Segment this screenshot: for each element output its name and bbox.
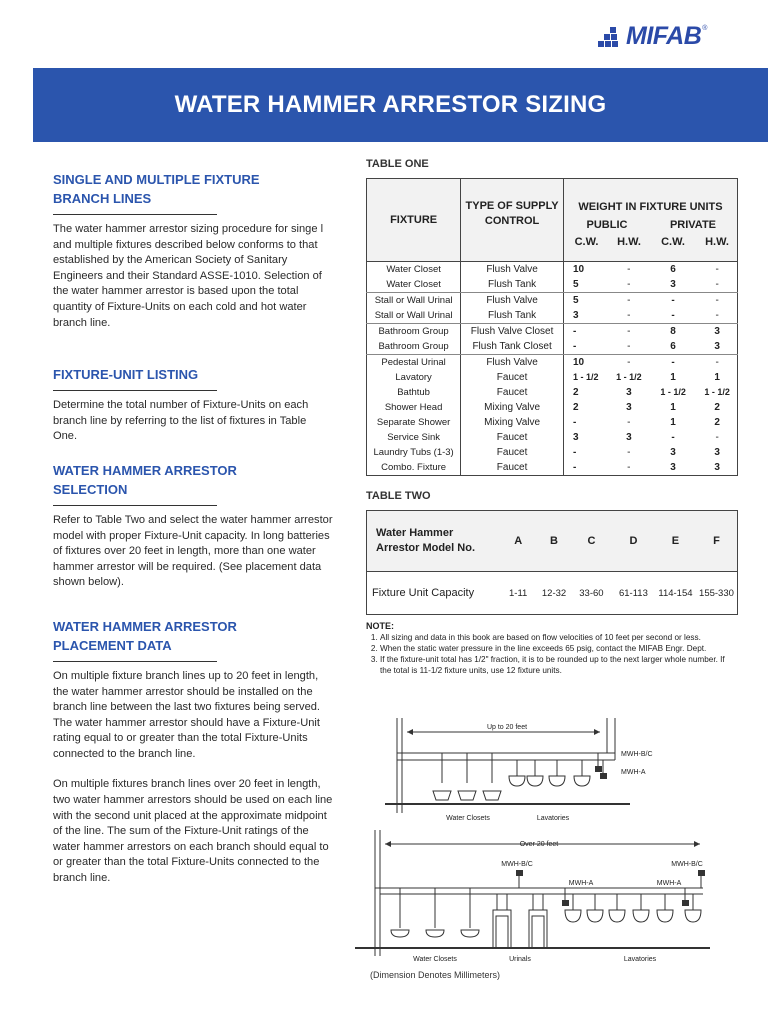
capacity-row-label: Fixture Unit Capacity — [372, 587, 475, 599]
fixture-group — [367, 324, 738, 355]
section-divider — [53, 214, 217, 215]
diagram1-span-label: Up to 20 feet — [486, 724, 528, 731]
model-cell: B — [537, 511, 571, 572]
table-two-model-row — [367, 511, 738, 572]
table-cell-text: Flush Tank Closet — [472, 341, 552, 352]
table-two — [366, 510, 738, 615]
table-cell-text: 3 — [572, 310, 579, 321]
table-cell-text: 5 — [572, 279, 579, 290]
header-public: PUBLIC — [586, 219, 628, 231]
fixture-cell — [367, 355, 461, 476]
table-cell-text: - — [715, 295, 719, 306]
table-cell-text: - — [671, 310, 675, 321]
diagram2-mwhbc-label-2: MWH-B/C — [671, 861, 703, 868]
supply-cell — [461, 324, 564, 355]
table-cell-text: - — [671, 357, 675, 368]
table-cell-text: 3 — [670, 462, 676, 473]
table-cell-text: Bathtub — [397, 387, 430, 398]
title-banner — [33, 68, 768, 142]
header-cw: C.W. — [574, 236, 599, 248]
section-divider — [53, 505, 217, 506]
table-cell-text: - — [671, 295, 675, 306]
model-cell: F — [696, 511, 738, 572]
placement-diagram-long — [355, 830, 715, 965]
table-cell-text: Stall or Wall Urinal — [374, 310, 453, 321]
section-body-2: On multiple fixtures branch lines over 20 feet in length, two water hammer arrestors should be used on each line with the second unit placed at the approximate midpoint of the line. The sum of the Fixture-Unit ratings of the water hammer arrestors on each branch should equal to or greater than the total Fixture-Units connected to the branch line. — [53, 778, 333, 885]
table-cell-text: Pedestal Urinal — [381, 357, 446, 368]
section-body: Refer to Table Two and select the water hammer arrestor model with proper Fixture-Unit capacity. In long batteries of fixtures over 20 feet in length, more than one water hammer arrestor will be required. (See placement data shown below). — [53, 513, 333, 589]
table-cell-text: 3 — [714, 326, 720, 337]
table-cell-text: - — [572, 326, 577, 337]
header-cw: C.W. — [661, 236, 685, 248]
table-cell-text: 3 — [714, 341, 720, 352]
table-cell-text: 2 — [572, 387, 579, 398]
table-cell-text: 2 — [714, 402, 720, 413]
header-weight-label: WEIGHT IN FIXTURE UNITS — [578, 201, 723, 213]
header-hw: H.W. — [705, 236, 729, 248]
fixture-group — [367, 262, 738, 293]
model-cell: C — [571, 511, 612, 572]
section-placement — [53, 617, 333, 887]
logo-text: MIFAB — [626, 22, 702, 50]
table-cell-text: Flush Valve — [486, 357, 538, 368]
diagram2-span-label: Over 20 feet — [519, 841, 559, 848]
capacity-cell: 155-330 — [699, 587, 734, 599]
table-cell-text: - — [572, 417, 577, 428]
table-cell-text: 1 — [670, 402, 676, 413]
capacity-cell: 114-154 — [658, 587, 693, 599]
private-cw-cell — [649, 293, 697, 324]
fixture-group — [367, 355, 738, 476]
public-hw-cell — [609, 355, 649, 476]
section-selection — [53, 461, 333, 591]
table-cell-text: 3 — [714, 447, 720, 458]
note-item: 3. If the fixture-unit total has 1/2" fraction, it is to be rounded up to the next larger whole number. If the total is 11-1/2 fixture units, use 12 fixture units. — [380, 654, 738, 676]
diagram1-mwhbc-label: MWH-B/C — [621, 751, 653, 758]
notes-title: NOTE: — [366, 621, 394, 631]
table-cell-text: - — [627, 279, 631, 290]
table-cell-text: Mixing Valve — [484, 402, 541, 413]
section-body: The water hammer arrestor sizing procedure for singe l and multiple fixtures described below conforms to that established by the American Society of Sanitary Engineers and their Standard ASSE-1010. Selection of the water hammer arrestor is based upon the total quantity of Fixture-Units on each cold and hot water branch line. — [53, 223, 324, 329]
table-cell-text: 3 — [626, 402, 632, 413]
section-title: FIXTURE-UNIT LISTING — [53, 367, 199, 383]
private-cw-cell — [649, 324, 697, 355]
model-row-label: Water Hammer Arrestor Model No. — [367, 511, 500, 572]
table-cell-text: - — [627, 310, 631, 321]
table-one-label: TABLE ONE — [366, 158, 429, 170]
table-cell-text: - — [715, 432, 719, 443]
public-cw-cell — [563, 262, 608, 293]
table-cell-text: - — [715, 279, 719, 290]
table-cell-text: 6 — [670, 341, 676, 352]
table-cell-text: - — [627, 341, 631, 352]
private-hw-cell — [697, 262, 737, 293]
table-one-header — [367, 179, 738, 262]
table-cell-text: 1 — [670, 372, 676, 383]
table-cell-text: Combo. Fixture — [381, 462, 447, 473]
private-hw-cell — [697, 293, 737, 324]
table-cell-text: Faucet — [496, 462, 528, 473]
model-cell: A — [499, 511, 537, 572]
supply-cell — [461, 355, 564, 476]
diagram1-mwha-label: MWH-A — [621, 769, 646, 776]
public-hw-cell — [609, 324, 649, 355]
table-cell-text: 10 — [572, 357, 585, 368]
section-body: On multiple fixture branch lines up to 20 feet in length, the water hammer arrestor should be installed on the branch line between the last two fixtures being served. The water hammer arrestor should have a Fixture-Unit rating equal to or greater than the total Fixture-Units connected to the branch line. — [53, 669, 321, 760]
fixture-cell — [367, 262, 461, 293]
fixture-cell — [367, 293, 461, 324]
table-cell-text: Faucet — [496, 432, 528, 443]
header-fixture: FIXTURE — [367, 179, 461, 262]
table-cell-text: - — [627, 264, 631, 275]
section-title: SINGLE AND MULTIPLE FIXTURE BRANCH LINES — [53, 172, 260, 206]
table-cell-text: 3 — [670, 279, 676, 290]
table-two-capacity-row — [367, 572, 738, 615]
section-fixture-unit — [53, 365, 333, 445]
table-cell-text: Lavatory — [395, 372, 432, 383]
table-cell-text: 1 - 1/2 — [660, 387, 686, 397]
table-one-body — [367, 262, 738, 476]
section-divider — [53, 661, 217, 662]
public-cw-cell — [563, 293, 608, 324]
capacity-cell: 33-60 — [579, 587, 604, 599]
private-cw-cell — [649, 355, 697, 476]
table-cell-text: 1 - 1/2 — [616, 372, 642, 382]
table-cell-text: Water Closet — [386, 264, 441, 275]
section-body: Determine the total number of Fixture-Units on each branch line by referring to the list of fixtures in Table One. — [53, 399, 309, 443]
table-cell-text: 1 - 1/2 — [572, 372, 599, 382]
diagram2-urinals-label: Urinals — [509, 956, 531, 963]
diagram2-wc-label: Water Closets — [413, 956, 457, 963]
diagram2-mwha-label: MWH-A — [568, 880, 594, 887]
diagram1-lav-label: Lavatories — [536, 815, 570, 822]
table-cell-text: Faucet — [496, 372, 528, 383]
table-cell-text: Flush Tank — [487, 310, 537, 321]
capacity-cell: 1-11 — [509, 587, 528, 599]
table-cell-text: 3 — [626, 387, 632, 398]
table-cell-text: 10 — [572, 264, 585, 275]
public-hw-cell — [609, 262, 649, 293]
private-hw-cell — [697, 324, 737, 355]
diagram2-mwha-label-2: MWH-A — [656, 880, 682, 887]
table-cell-text: Laundry Tubs (1-3) — [373, 447, 454, 458]
note-item: 1. All sizing and data in this book are based on flow velocities of 10 feet per second or less. — [380, 632, 738, 643]
table-cell-text: 1 — [714, 372, 720, 383]
table-cell-text: 6 — [670, 264, 676, 275]
supply-cell — [461, 293, 564, 324]
supply-cell — [461, 262, 564, 293]
table-cell-text: Flush Valve — [486, 295, 538, 306]
table-cell-text: - — [627, 326, 631, 337]
right-column — [366, 158, 738, 676]
table-cell-text: - — [671, 432, 675, 443]
table-cell-text: 1 - 1/2 — [704, 387, 730, 397]
header-cw-hw — [564, 235, 737, 249]
table-cell-text: 3 — [626, 432, 632, 443]
model-cell: E — [655, 511, 696, 572]
section-divider — [53, 390, 217, 391]
table-cell-text: Flush Tank — [487, 279, 537, 290]
table-cell-text: Water Closet — [386, 279, 441, 290]
diagram2-mwhbc-label: MWH-B/C — [501, 861, 533, 868]
notes-list — [366, 632, 738, 676]
table-cell-text: 3 — [670, 447, 676, 458]
table-cell-text: 3 — [572, 432, 579, 443]
table-cell-text: 2 — [714, 417, 720, 428]
table-cell-text: 2 — [572, 402, 579, 413]
section-branch-lines — [53, 170, 333, 331]
fixture-cell — [367, 324, 461, 355]
header-public-private — [564, 218, 737, 232]
table-cell-text: - — [627, 417, 631, 428]
public-cw-cell — [563, 355, 608, 476]
table-cell-text: - — [627, 357, 631, 368]
page-title: WATER HAMMER ARRESTOR SIZING — [174, 91, 607, 118]
table-cell-text: Bathroom Group — [378, 341, 449, 352]
public-hw-cell — [609, 293, 649, 324]
section-title: WATER HAMMER ARRESTOR PLACEMENT DATA — [53, 618, 237, 653]
table-cell-text: - — [715, 310, 719, 321]
header-weight — [563, 179, 737, 262]
private-cw-cell — [649, 262, 697, 293]
table-cell-text: - — [627, 447, 631, 458]
table-cell-text: - — [572, 462, 577, 473]
table-cell-text: - — [627, 295, 631, 306]
table-cell-text: Stall or Wall Urinal — [374, 295, 453, 306]
fixture-group — [367, 293, 738, 324]
logo-registered: ® — [702, 25, 708, 32]
table-two-label: TABLE TWO — [366, 490, 431, 502]
logo-mark-icon — [598, 27, 624, 47]
table-cell-text: Bathroom Group — [378, 326, 449, 337]
table-cell-text: 3 — [714, 462, 720, 473]
table-cell-text: - — [627, 462, 631, 473]
table-cell-text: - — [572, 341, 577, 352]
table-cell-text: 1 — [670, 417, 676, 428]
table-one — [366, 178, 738, 476]
table-cell-text: Shower Head — [384, 402, 443, 413]
header-hw: H.W. — [617, 236, 641, 248]
table-cell-text: Separate Shower — [376, 417, 451, 428]
table-cell-text: Flush Valve Closet — [470, 326, 554, 337]
table-cell-text: - — [715, 357, 719, 368]
note-item: 2. When the static water pressure in the line exceeds 65 psig, contact the MIFAB Engr. Dept. — [380, 643, 738, 654]
table-cell-text: Mixing Valve — [484, 417, 541, 428]
section-title: WATER HAMMER ARRESTOR SELECTION — [53, 462, 237, 497]
table-cell-text: 5 — [572, 295, 579, 306]
placement-diagram-short — [385, 718, 653, 828]
public-cw-cell — [563, 324, 608, 355]
notes — [366, 621, 738, 676]
left-column — [53, 170, 333, 887]
model-cell: D — [612, 511, 655, 572]
private-hw-cell — [697, 355, 737, 476]
table-cell-text: Service Sink — [387, 432, 440, 443]
diagram-caption: (Dimension Denotes Millimeters) — [370, 970, 501, 980]
header-supply: TYPE OF SUPPLY CONTROL — [461, 179, 564, 262]
diagram1-wc-label: Water Closets — [446, 815, 490, 822]
capacity-cell: 12-32 — [541, 587, 567, 599]
table-cell-text: Faucet — [496, 387, 528, 398]
header-private: PRIVATE — [669, 219, 716, 231]
table-cell-text: - — [715, 264, 719, 275]
table-cell-text: - — [572, 447, 577, 458]
mifab-logo — [598, 22, 707, 51]
table-cell-text: Flush Valve — [486, 264, 538, 275]
diagram2-lav-label: Lavatories — [623, 956, 657, 963]
table-cell-text: Faucet — [496, 447, 528, 458]
table-cell-text: 8 — [670, 326, 676, 337]
capacity-cell: 61-113 — [618, 587, 648, 599]
